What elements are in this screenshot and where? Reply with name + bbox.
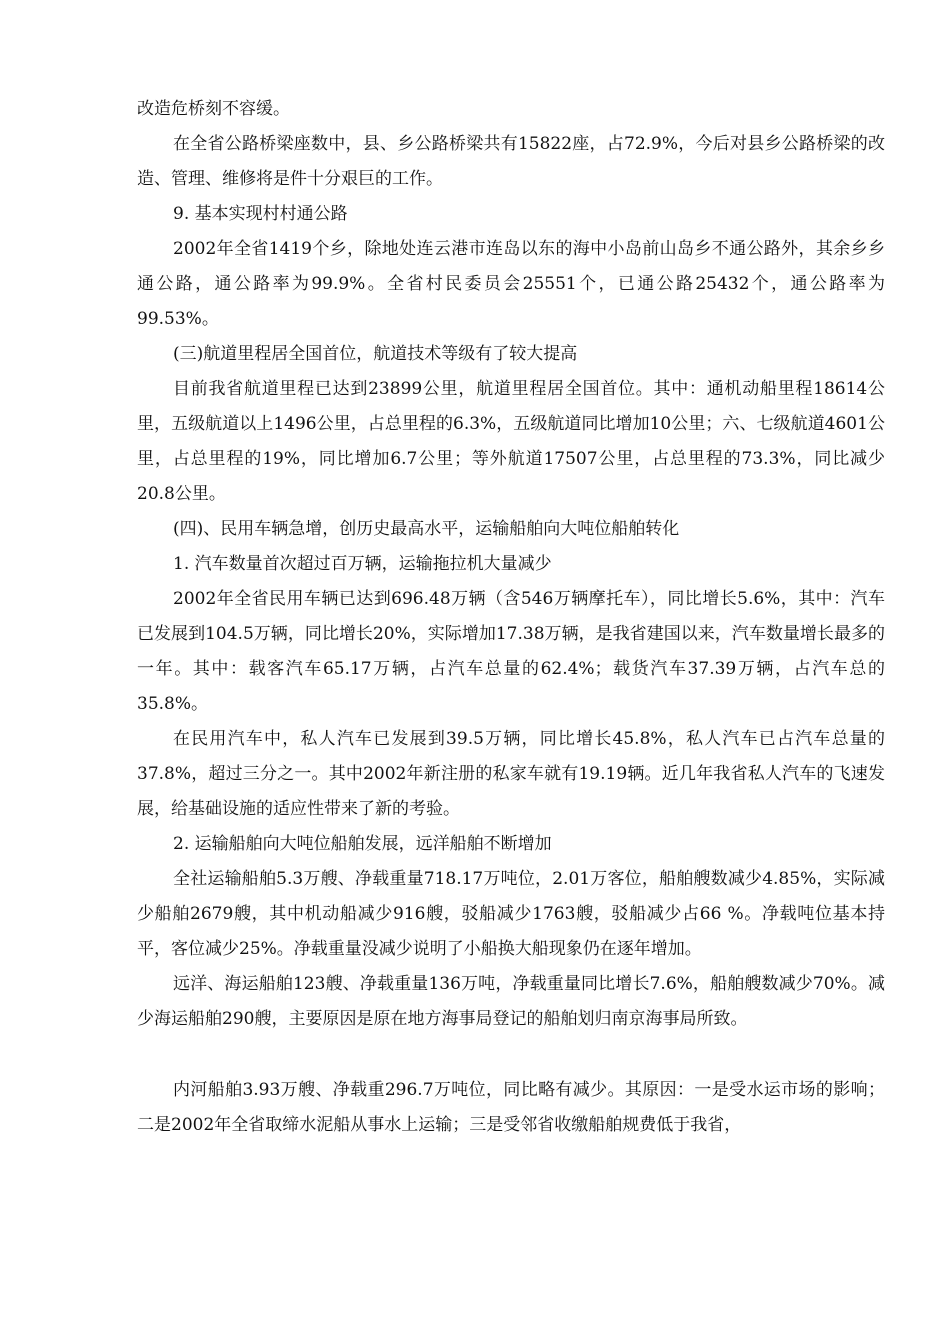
blank-line	[137, 1037, 885, 1073]
section-heading: (四)、民用车辆急增，创历史最高水平，运输船舶向大吨位船舶转化	[173, 519, 680, 539]
section-heading: 9. 基本实现村村通公路	[173, 204, 348, 224]
paragraph: 2002年全省民用车辆已达到696.48万辆（含546万辆摩托车），同比增长5.6%，其中：汽车已发展到104.5万辆，同比增长20%，实际增加17.38万辆，是我省建国以来，汽车数量增长最多的一年。其中：载客汽车65.17万辆，占汽车总量的62.4%；载货汽车37.39万辆，占汽车总的35.8%。	[137, 589, 885, 714]
section-heading: 2. 运输船舶向大吨位船舶发展，远洋船舶不断增加	[173, 834, 552, 854]
section-heading: (三)航道里程居全国首位，航道技术等级有了较大提高	[173, 344, 578, 364]
paragraph: 在全省公路桥梁座数中，县、乡公路桥梁共有15822座，占72.9%，今后对县乡公路桥梁的改造、管理、维修将是件十分艰巨的工作。	[137, 134, 885, 189]
document-body	[137, 92, 885, 1143]
paragraph: 内河船舶3.93万艘、净载重296.7万吨位，同比略有减少。其原因：一是受水运市场的影响；二是2002年全省取缔水泥船从事水上运输；三是受邻省收缴船舶规费低于我省，	[137, 1080, 885, 1135]
paragraph: 远洋、海运船舶123艘、净载重量136万吨，净载重量同比增长7.6%，船舶艘数减少70%。减少海运船舶290艘，主要原因是原在地方海事局登记的船舶划归南京海事局所致。	[137, 974, 885, 1029]
paragraph: 全社运输船舶5.3万艘、净载重量718.17万吨位，2.01万客位，船舶艘数减少4.85%，实际减少船舶2679艘，其中机动船减少916艘，驳船减少1763艘，驳船减少占66 %。净载吨位基本持平，客位减少25%。净载重量没减少说明了小船换大船现象仍在逐年增加。	[137, 869, 885, 959]
section-heading: 1. 汽车数量首次超过百万辆，运输拖拉机大量减少	[173, 554, 552, 574]
paragraph: 2002年全省1419个乡，除地处连云港市连岛以东的海中小岛前山岛乡不通公路外，其余乡乡通公路，通公路率为99.9%。全省村民委员会25551个，已通公路25432个，通公路率为99.53%。	[137, 239, 885, 329]
paragraph: 在民用汽车中，私人汽车已发展到39.5万辆，同比增长45.8%，私人汽车已占汽车总量的37.8%，超过三分之一。其中2002年新注册的私家车就有19.19辆。近几年我省私人汽车的飞速发展，给基础设施的适应性带来了新的考验。	[137, 729, 885, 819]
paragraph: 目前我省航道里程已达到23899公里，航道里程居全国首位。其中：通机动船里程18614公里，五级航道以上1496公里，占总里程的6.3%，五级航道同比增加10公里；六、七级航道4601公里，占总里程的19%，同比增加6.7公里；等外航道17507公里，占总里程的73.3%，同比减少20.8公里。	[137, 379, 885, 504]
paragraph: 改造危桥刻不容缓。	[137, 99, 290, 119]
